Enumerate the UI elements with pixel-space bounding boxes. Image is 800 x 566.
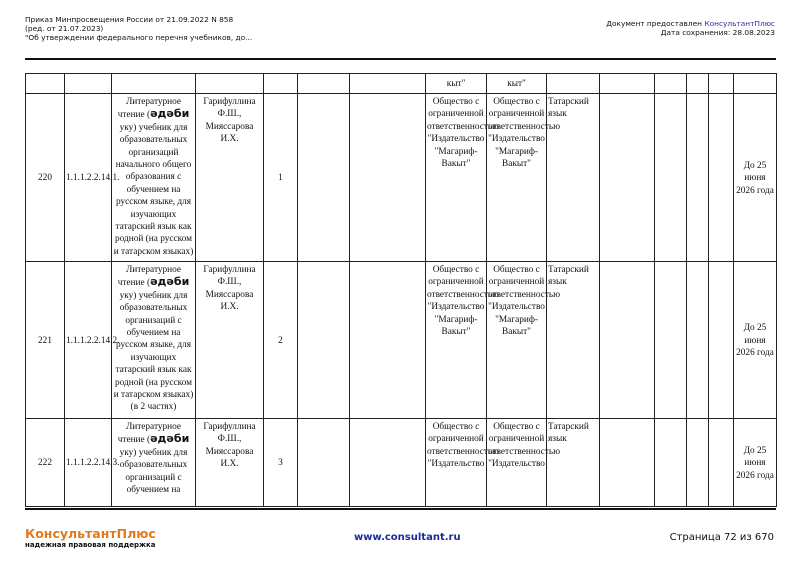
cell-language: Татарский язык: [547, 262, 600, 419]
cell-authors: Гарифуллина Ф.Ш., Мияссарова И.Х.: [196, 419, 264, 507]
title-text: Литературное чтение (: [117, 265, 182, 289]
textbook-table: [25, 73, 777, 507]
cell-number: 222: [26, 419, 65, 507]
consultant-slogan: надежная правовая поддержка: [25, 541, 156, 549]
cell-publisher-continued: кыт": [487, 74, 547, 94]
table-row: [26, 419, 777, 507]
cell-grade: 3: [264, 419, 298, 507]
cell-valid-until: До 25 июня 2026 года: [734, 94, 777, 262]
cell-publisher: Общество с ограниченной ответственностью "Издательство "Магариф-Вакыт": [426, 262, 487, 419]
cell-publisher: Общество с ограниченной ответственностью "Издательство "Магариф-Вакыт": [487, 262, 547, 419]
website-link[interactable]: www.consultant.ru: [354, 532, 461, 543]
cell-language: Татарский язык: [547, 94, 600, 262]
cell-title: [112, 419, 196, 507]
footer-divider: [25, 508, 776, 510]
cell-number: 220: [26, 94, 65, 262]
order-title: Приказ Минпросвещения России от 21.09.2022 N 858: [25, 15, 234, 24]
cell-authors: Гарифуллина Ф.Ш., Мияссарова И.Х.: [196, 262, 264, 419]
title-text: уку) учебник для образовательных организаций с обучением на: [119, 447, 188, 496]
cell-authors: Гарифуллина Ф.Ш., Мияссарова И.Х.: [196, 94, 264, 262]
cell-language: Татарский язык: [547, 419, 600, 507]
table-row: [26, 262, 777, 419]
cell-title: [112, 94, 196, 262]
title-text: Литературное чтение (: [117, 422, 182, 446]
provider-brand-link[interactable]: КонсультантПлюс: [704, 19, 775, 28]
cell-publisher: Общество с ограниченной ответственностью "Издательство "Магариф-Вакыт": [426, 94, 487, 262]
cell-publisher: Общество с ограниченной ответственностью "Издательство: [426, 419, 487, 507]
page-number: Страница 72 из 670: [669, 532, 774, 543]
cell-code: 1.1.1.2.2.14.3.: [65, 419, 112, 507]
cell-publisher-continued: кыт": [426, 74, 487, 94]
cell-title: [112, 262, 196, 419]
cell-code: 1.1.1.2.2.14.1.: [65, 94, 112, 262]
cell-grade: 1: [264, 94, 298, 262]
cell-valid-until: До 25 июня 2026 года: [734, 419, 777, 507]
title-tatar-word: әдәби: [150, 275, 190, 289]
title-text: уку) учебник для образовательных организаций с обучением на русском языке, для изучающих татарский язык как родной (на русском и татарском языках) (в 2 частях): [113, 290, 194, 413]
title-text: Литературное чтение (: [117, 97, 182, 121]
header-divider: [25, 58, 776, 60]
title-tatar-word: әдәби: [150, 432, 190, 446]
cell-valid-until: До 25 июня 2026 года: [734, 262, 777, 419]
cell-grade: 2: [264, 262, 298, 419]
title-tatar-word: әдәби: [150, 107, 190, 121]
table-row: [26, 74, 777, 94]
consultant-logo: КонсультантПлюс: [25, 526, 156, 541]
provided-by-label: Документ предоставлен: [606, 19, 705, 28]
cell-number: 221: [26, 262, 65, 419]
document-header-left: [25, 15, 252, 42]
save-date: Дата сохранения: 28.08.2023: [660, 28, 775, 37]
document-header-right: [606, 19, 775, 37]
cell-publisher: Общество с ограниченной ответственностью "Издательство "Магариф-Вакыт": [487, 94, 547, 262]
order-revision: (ред. от 21.07.2023): [25, 24, 104, 33]
footer-brand: [25, 526, 156, 549]
order-subject: "Об утверждении федерального перечня учебников, до...: [25, 33, 253, 42]
title-text: уку) учебник для образовательных организаций начального общего образования с обучением на русском языке, для изучающих татарский язык как родной (на русском и татарском языках): [113, 122, 194, 257]
cell-code: 1.1.1.2.2.14.2.: [65, 262, 112, 419]
cell-publisher: Общество с ограниченной ответственностью "Издательство: [487, 419, 547, 507]
table-row: [26, 94, 777, 262]
